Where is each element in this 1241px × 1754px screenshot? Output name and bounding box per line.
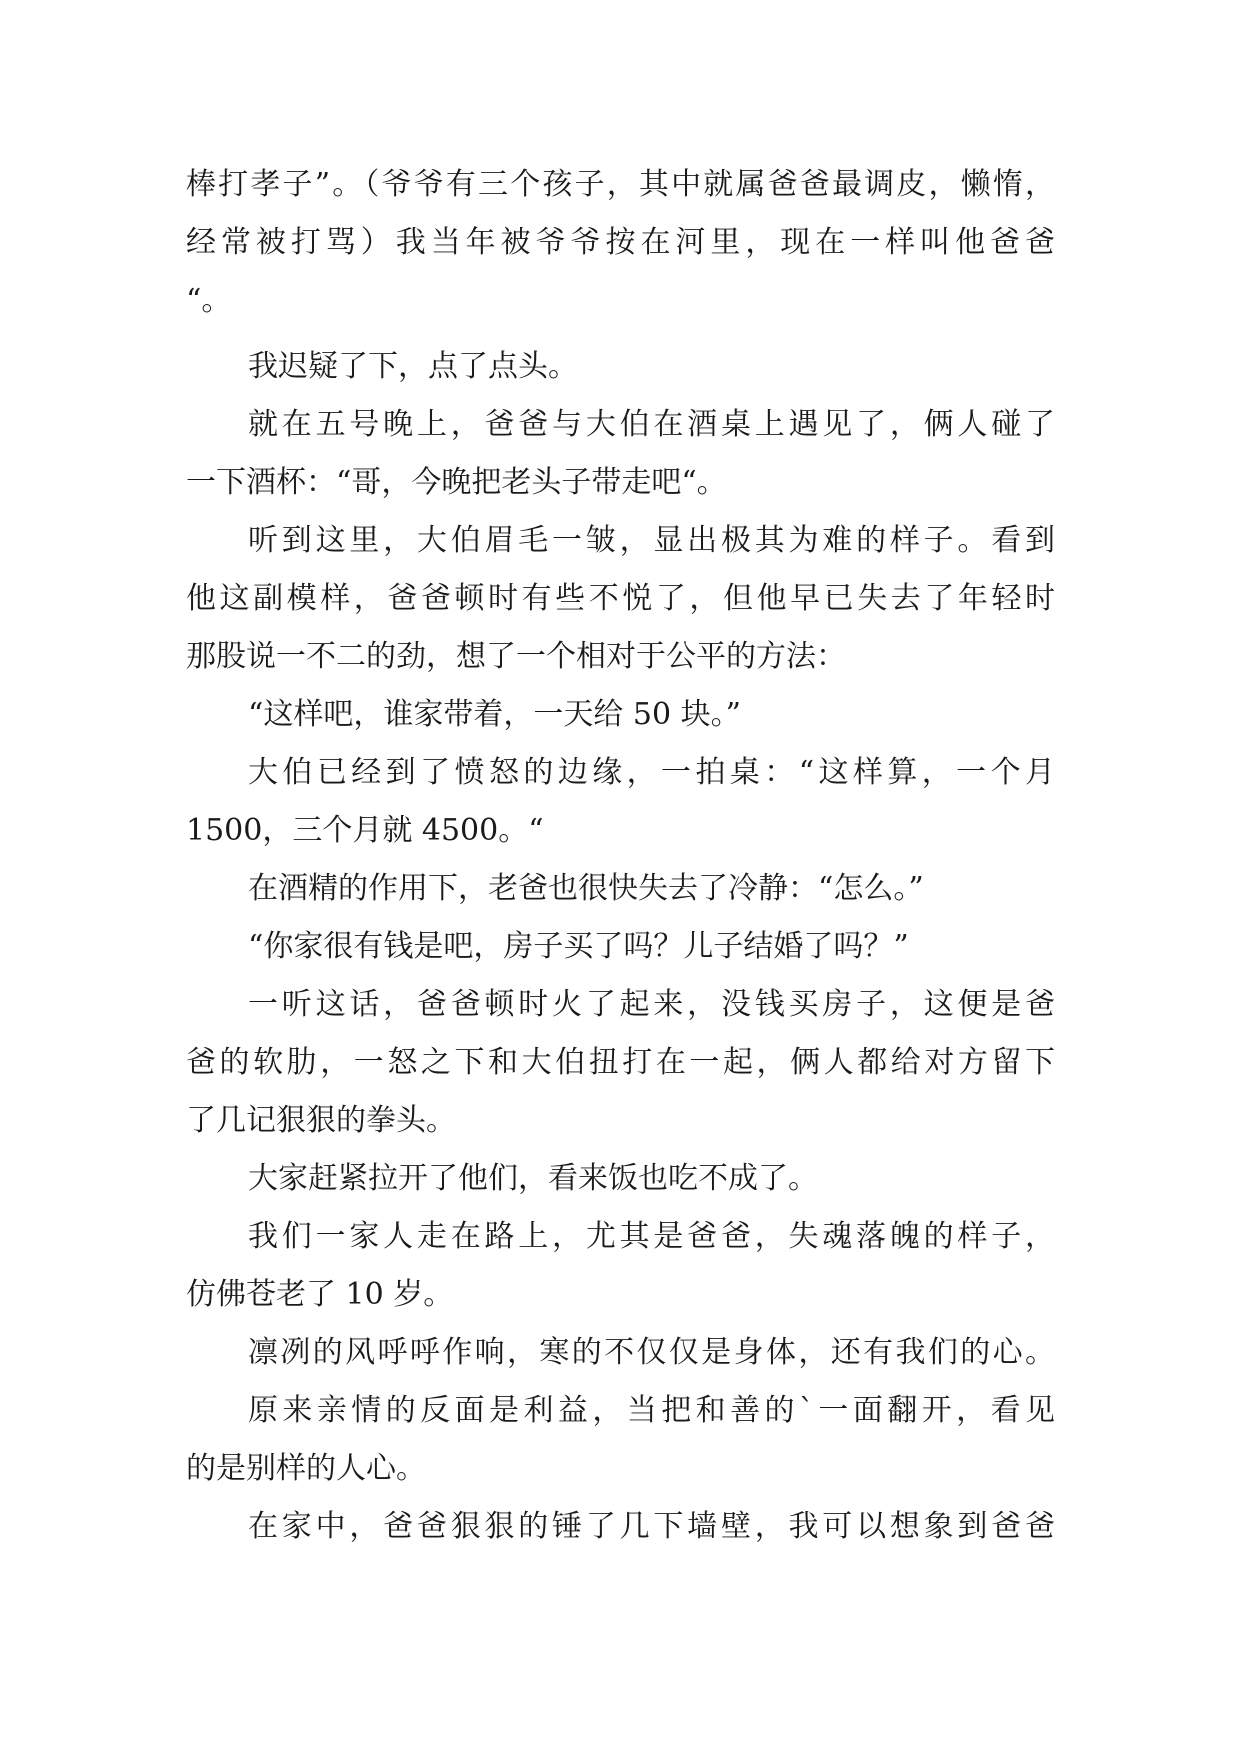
- text-line: 的是别样的人心。: [186, 1451, 426, 1486]
- text-line: 原来亲情的反面是利益，当把和善的`一面翻开，看见: [248, 1393, 1055, 1428]
- text-line: 我迟疑了下，点了点头。: [248, 349, 578, 384]
- text-line: 经常被打骂）我当年被爷爷按在河里，现在一样叫他爸爸: [186, 225, 1055, 260]
- text-line: 1500，三个月就 4500。“: [186, 813, 544, 848]
- document-body: [186, 156, 1055, 1556]
- text-line: 凛冽的风呼呼作响，寒的不仅仅是身体，还有我们的心。: [248, 1335, 1055, 1370]
- text-line: 那股说一不二的劲，想了一个相对于公平的方法：: [186, 639, 846, 674]
- text-line: 我们一家人走在路上，尤其是爸爸，失魂落魄的样子，: [248, 1219, 1055, 1254]
- text-line: 大伯已经到了愤怒的边缘，一拍桌：“这样算，一个月: [248, 755, 1055, 790]
- text-line: 在酒精的作用下，老爸也很快失去了冷静：“怎么。”: [248, 871, 924, 906]
- text-line: 一下酒杯：“哥，今晚把老头子带走吧“。: [186, 465, 727, 500]
- text-line: “这样吧，谁家带着，一天给 50 块。”: [248, 697, 741, 732]
- text-line: 了几记狠狠的拳头。: [186, 1103, 456, 1138]
- text-line: “你家很有钱是吧，房子买了吗？儿子结婚了吗？”: [248, 929, 909, 964]
- text-line: 就在五号晚上，爸爸与大伯在酒桌上遇见了，俩人碰了: [248, 407, 1055, 442]
- text-line: 仿佛苍老了 10 岁。: [186, 1277, 454, 1312]
- text-line: 听到这里，大伯眉毛一皱，显出极其为难的样子。看到: [248, 523, 1055, 558]
- text-line: 棒打孝子”。（爷爷有三个孩子，其中就属爸爸最调皮，懒惰，: [186, 167, 1055, 202]
- text-line: 他这副模样，爸爸顿时有些不悦了，但他早已失去了年轻时: [186, 581, 1055, 616]
- text-line: 大家赶紧拉开了他们，看来饭也吃不成了。: [248, 1161, 818, 1196]
- text-line: 爸的软肋，一怒之下和大伯扭打在一起，俩人都给对方留下: [186, 1045, 1055, 1080]
- text-line: 一听这话，爸爸顿时火了起来，没钱买房子，这便是爸: [248, 987, 1055, 1022]
- text-line: 在家中，爸爸狠狠的锤了几下墙壁，我可以想象到爸爸: [248, 1509, 1055, 1544]
- text-line: “。: [186, 283, 232, 318]
